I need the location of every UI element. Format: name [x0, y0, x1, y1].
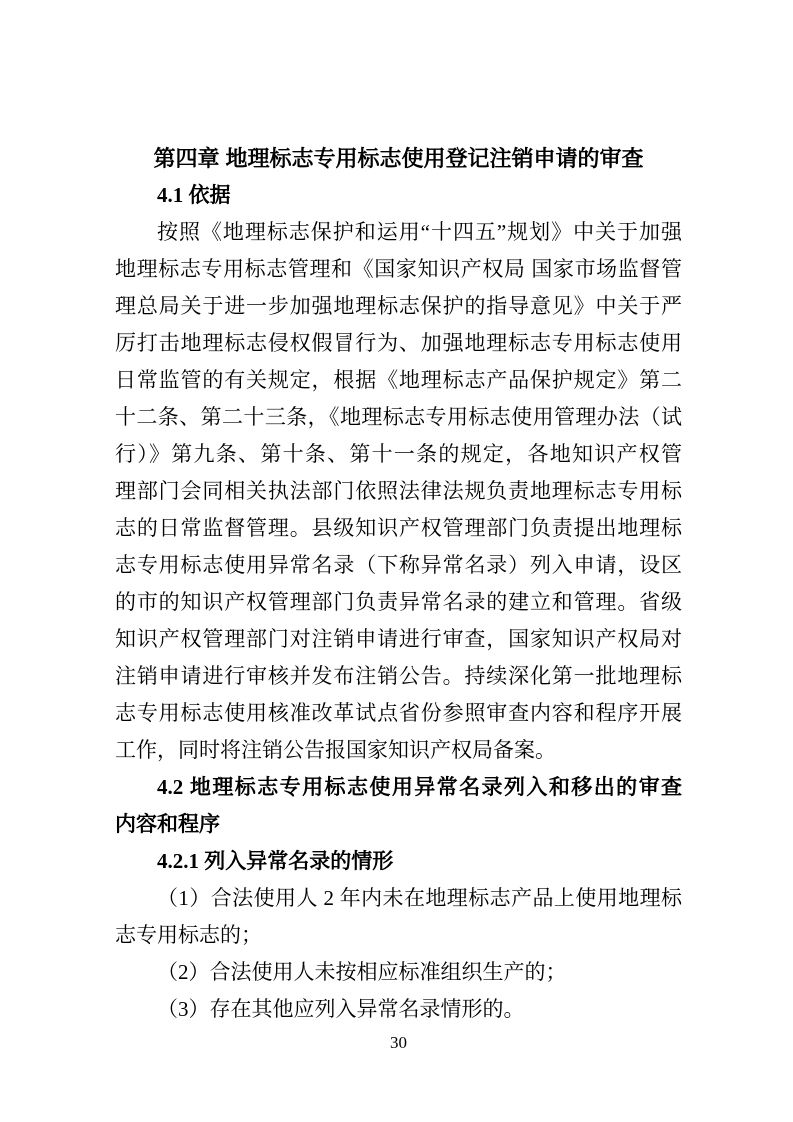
- section-4-2-heading-line-2: 内容和程序: [115, 812, 220, 836]
- list-item-3: （3）存在其他应列入异常名录情形的。: [157, 997, 525, 1021]
- list-item-1-line-2: 志专用标志的；: [115, 923, 262, 947]
- paragraph-line: 志专用标志使用异常名录（下称异常名录）列入申请，设区: [115, 553, 682, 577]
- page-number: 30: [390, 1033, 407, 1052]
- paragraph-line: 地理标志专用标志管理和《国家知识产权局 国家市场监督管: [115, 257, 682, 281]
- section-4-2-heading-line-1: 4.2 地理标志专用标志使用异常名录列入和移出的审查: [157, 775, 682, 799]
- paragraph-line: 行）》第九条、第十条、第十一条的规定，各地知识产权管: [115, 442, 682, 466]
- section-4-2-1-heading: 4.2.1 列入异常名录的情形: [157, 849, 394, 873]
- paragraph-line: 志的日常监督管理。县级知识产权管理部门负责提出地理标: [115, 516, 682, 540]
- section-4-1-heading: 4.1 依据: [157, 183, 231, 207]
- list-item-2: （2）合法使用人未按相应标准组织生产的；: [157, 960, 567, 984]
- document-content: [115, 140, 682, 1028]
- list-item-1-line-1: （1）合法使用人 2 年内未在地理标志产品上使用地理标: [157, 886, 682, 910]
- paragraph-line: 工作，同时将注销公告报国家知识产权局备案。: [115, 738, 556, 762]
- paragraph-line: 日常监管的有关规定，根据《地理标志产品保护规定》第二: [115, 368, 682, 392]
- paragraph-line: 理总局关于进一步加强地理标志保护的指导意见》中关于严: [115, 294, 682, 318]
- paragraph-line: 厉打击地理标志侵权假冒行为、加强地理标志专用标志使用: [115, 331, 682, 355]
- paragraph-line: 志专用标志使用核准改革试点省份参照审查内容和程序开展: [115, 701, 682, 725]
- paragraph-line: 按照《地理标志保护和运用“十四五”规划》中关于加强: [157, 220, 682, 244]
- paragraph-line: 十二条、第二十三条，《地理标志专用标志使用管理办法（试: [115, 405, 682, 429]
- paragraph-line: 注销申请进行审核并发布注销公告。持续深化第一批地理标: [115, 664, 682, 688]
- paragraph-line: 的市的知识产权管理部门负责异常名录的建立和管理。省级: [115, 590, 682, 614]
- chapter-title: 第四章 地理标志专用标志使用登记注销申请的审查: [153, 146, 644, 171]
- paragraph-line: 理部门会同相关执法部门依照法律法规负责地理标志专用标: [115, 479, 682, 503]
- paragraph-line: 知识产权管理部门对注销申请进行审查，国家知识产权局对: [115, 627, 682, 651]
